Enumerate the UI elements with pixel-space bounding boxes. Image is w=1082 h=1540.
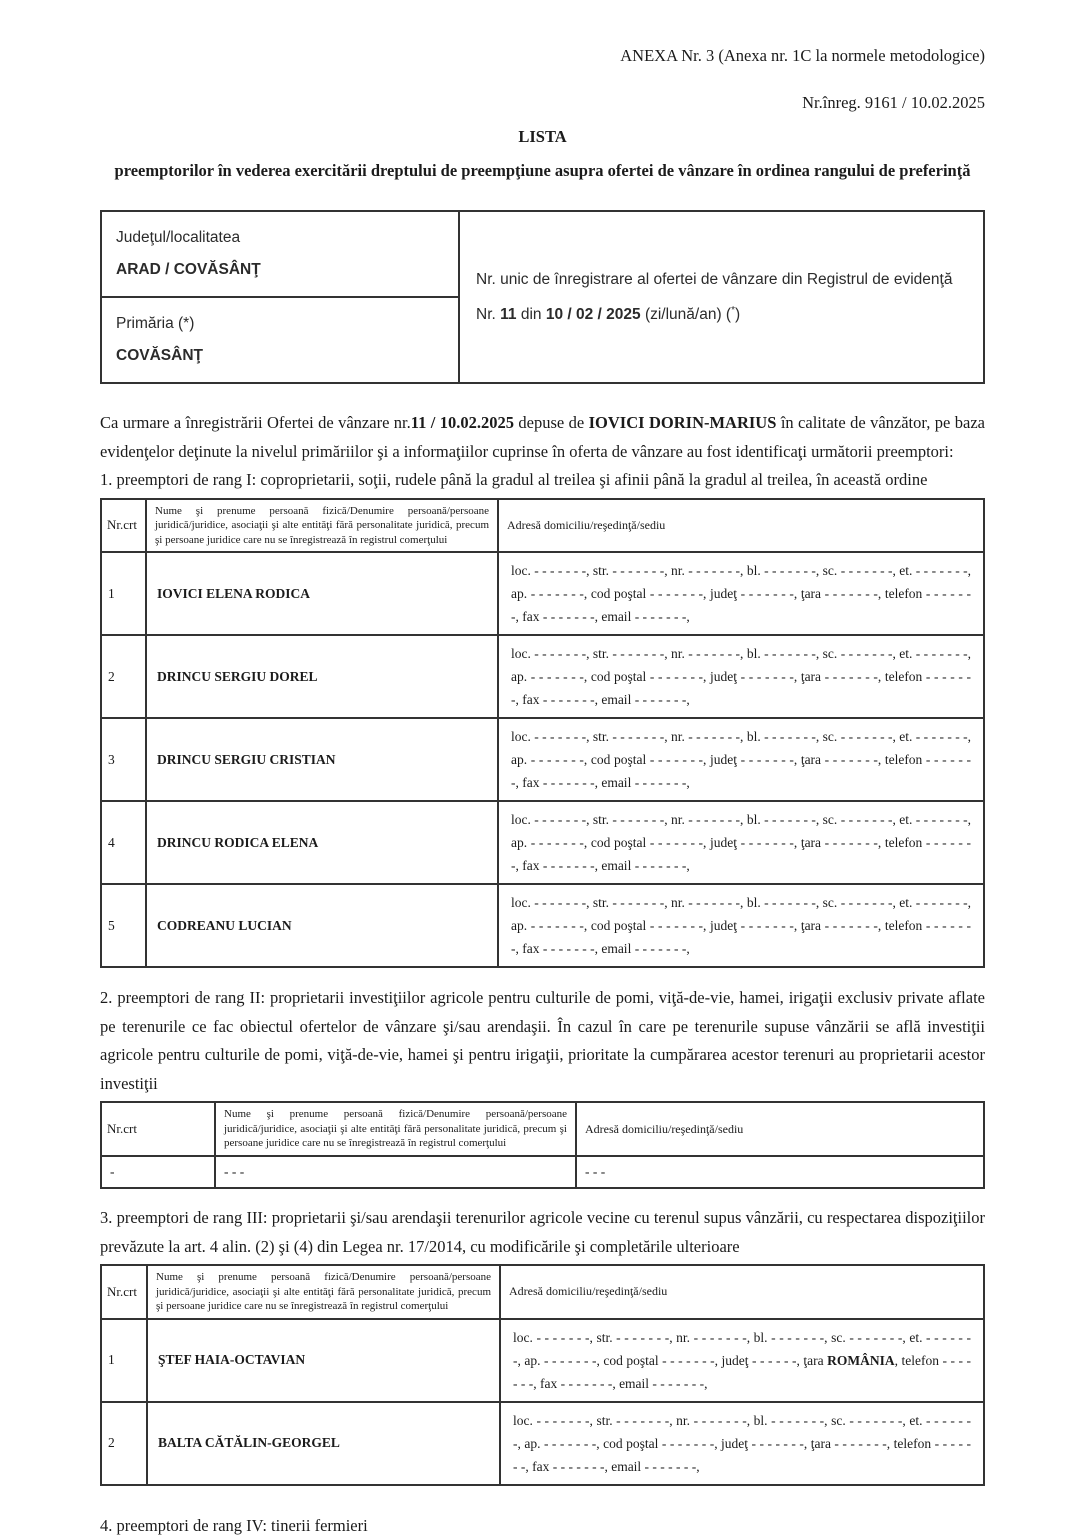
registry-number-cell <box>459 211 984 383</box>
preemptor-name: - - - <box>215 1156 576 1188</box>
preemptor-address: loc. - - - - - - -, str. - - - - - - -, nr. - - - - - - -, bl. - - - - - - -, sc. - - - - - - -, et. - - - - - - -, ap. - - - - - - -, cod poştal - - - - - - -, judeţ - - - - - - -, ţara - - - - - - -, telefon - - - - - - -, fax - - - - - - -, email - - - - - - -, <box>500 1402 984 1485</box>
judet-cell <box>101 211 459 297</box>
preemptor-name: IOVICI ELENA RODICA <box>146 552 498 635</box>
header-cell-name: Nume şi prenume persoană fizică/Denumire persoană/persoane juridică/juridice, asociaţii şi alte entităţi fără personalitate juridică, precum şi persoane juridice care nu se înregistrează în registrul comerţului <box>147 1265 500 1319</box>
nr-line <box>476 295 967 330</box>
table-row <box>101 1319 984 1402</box>
nr-star: * <box>731 305 735 316</box>
nr-close: ) <box>735 306 740 323</box>
preemptor-name: DRINCU SERGIU DOREL <box>146 635 498 718</box>
table-header-row <box>101 499 984 553</box>
header-cell-nr: Nr.crt <box>101 1102 215 1156</box>
table-row <box>101 884 984 967</box>
table-row <box>101 1156 984 1188</box>
intro-paragraph <box>100 409 985 466</box>
offer-reference: 11 / 10.02.2025 <box>411 413 514 432</box>
judet-value: ARAD / COVĂSÂNŢ <box>116 254 444 286</box>
row-number: - <box>101 1156 215 1188</box>
nr-din: din <box>521 306 542 323</box>
row-number: 4 <box>101 801 146 884</box>
preemptor-name: DRINCU RODICA ELENA <box>146 801 498 884</box>
nr-prefix: Nr. <box>476 306 496 323</box>
preemptor-address: - - - <box>576 1156 984 1188</box>
section-rang1-heading: 1. preemptori de rang I: coproprietarii, soţii, rudele până la gradul al treilea şi afinii până la gradul al treilea, în această ordine <box>100 466 985 495</box>
table-row <box>101 552 984 635</box>
header-cell-address: Adresă domiciliu/reşedinţă/sediu <box>498 499 984 553</box>
judet-label: Judeţul/localitatea <box>116 222 444 254</box>
table-row <box>101 718 984 801</box>
primaria-cell <box>101 297 459 383</box>
preemptor-name: ŞTEF HAIA-OCTAVIAN <box>147 1319 500 1402</box>
nr-date: 10 / 02 / 2025 <box>546 306 641 323</box>
section-rang4-heading: 4. preemptori de rang IV: tinerii fermieri <box>100 1512 985 1540</box>
header-cell-name: Nume şi prenume persoană fizică/Denumire persoană/persoane juridică/juridice, asociaţii şi alte entităţi fără personalitate juridică, precum şi persoane juridice care nu se înregistrează în registrul comerţului <box>215 1102 576 1156</box>
document-title: LISTA <box>100 127 985 147</box>
table-row <box>101 1402 984 1485</box>
row-number: 1 <box>101 552 146 635</box>
preemptor-address: loc. - - - - - - -, str. - - - - - - -, nr. - - - - - - -, bl. - - - - - - -, sc. - - - - - - -, et. - - - - - - -, ap. - - - - - - -, cod poştal - - - - - - -, judeţ - - - - - - -, ţara - - - - - - -, telefon - - - - - - -, fax - - - - - - -, email - - - - - - -, <box>498 552 984 635</box>
section-rang3-heading: 3. preemptori de rang III: proprietarii şi/sau arendaşii terenurilor agricole vecine cu terenul supus vânzării, cu respectarea dispoziţiilor prevăzute la art. 4 alin. (2) şi (4) din Legea nr. 17/2014, cu modificările şi completările ulterioare <box>100 1204 985 1261</box>
preemptor-name: BALTA CĂTĂLIN-GEORGEL <box>147 1402 500 1485</box>
header-cell-address: Adresă domiciliu/reşedinţă/sediu <box>576 1102 984 1156</box>
row-number: 5 <box>101 884 146 967</box>
address-post: , telefon - - - - - - -, fax - - - - - - -, email - - - - - - -, <box>513 1353 971 1391</box>
header-cell-name: Nume şi prenume persoană fizică/Denumire persoană/persoane juridică/juridice, asociaţii şi alte entităţi fără personalitate juridică, precum şi persoane juridice care nu se înregistrează în registrul comerţului <box>146 499 498 553</box>
registration-number: Nr.înreg. 9161 / 10.02.2025 <box>100 93 985 113</box>
preemptor-address <box>500 1319 984 1402</box>
nr-value: 11 <box>500 306 516 323</box>
primaria-value: COVĂSÂNŢ <box>116 340 444 372</box>
nr-unic-text: Nr. unic de înregistrare al ofertei de vânzare din Registrul de evidenţă <box>476 264 967 295</box>
intro-seg3: în calitate de vânzător, pe baza evidenţelor deţinute la nivelul primăriilor şi a informaţiilor cuprinse în oferta de vânzare au fost identificaţi următorii preemptori: <box>100 413 985 461</box>
row-number: 1 <box>101 1319 147 1402</box>
table-rang3 <box>100 1264 985 1486</box>
intro-seg2: depuse de <box>514 413 589 432</box>
address-country: ROMÂNIA <box>827 1353 895 1368</box>
seller-name: IOVICI DORIN-MARIUS <box>589 413 777 432</box>
header-cell-nr: Nr.crt <box>101 1265 147 1319</box>
preemptor-name: CODREANU LUCIAN <box>146 884 498 967</box>
table-rang2 <box>100 1101 985 1189</box>
preemptor-address: loc. - - - - - - -, str. - - - - - - -, nr. - - - - - - -, bl. - - - - - - -, sc. - - - - - - -, et. - - - - - - -, ap. - - - - - - -, cod poştal - - - - - - -, judeţ - - - - - - -, ţara - - - - - - -, telefon - - - - - - -, fax - - - - - - -, email - - - - - - -, <box>498 884 984 967</box>
table-header-row <box>101 1265 984 1319</box>
section-rang2-heading: 2. preemptori de rang II: proprietarii investiţiilor agricole pentru culturile de pomi, viţă-de-vie, hamei, irigaţii exclusiv private aflate pe terenurile ce fac obiectul ofertelor de vânzare şi/sau arendaşii. În cazul în care pe terenurile supuse vânzării se află investiţii agricole pentru culturile de pomi, viţă-de-vie, hamei şi pentru irigaţii, prioritate la cumpărarea acestor terenuri au proprietarii acestor investiţii <box>100 984 985 1098</box>
table-row <box>101 801 984 884</box>
preemptor-address: loc. - - - - - - -, str. - - - - - - -, nr. - - - - - - -, bl. - - - - - - -, sc. - - - - - - -, et. - - - - - - -, ap. - - - - - - -, cod poştal - - - - - - -, judeţ - - - - - - -, ţara - - - - - - -, telefon - - - - - - -, fax - - - - - - -, email - - - - - - -, <box>498 635 984 718</box>
header-cell-nr: Nr.crt <box>101 499 146 553</box>
info-box <box>100 210 985 384</box>
table-rang1 <box>100 498 985 969</box>
document-subtitle: preemptorilor în vederea exercitării dreptului de preempţiune asupra ofertei de vânzare în ordinea rangului de preferinţă <box>100 155 985 186</box>
annex-line: ANEXA Nr. 3 (Anexa nr. 1C la normele metodologice) <box>100 46 985 66</box>
preemptor-address: loc. - - - - - - -, str. - - - - - - -, nr. - - - - - - -, bl. - - - - - - -, sc. - - - - - - -, et. - - - - - - -, ap. - - - - - - -, cod poştal - - - - - - -, judeţ - - - - - - -, ţara - - - - - - -, telefon - - - - - - -, fax - - - - - - -, email - - - - - - -, <box>498 718 984 801</box>
primaria-label: Primăria (*) <box>116 308 444 340</box>
intro-seg1: Ca urmare a înregistrării Ofertei de vânzare nr. <box>100 413 411 432</box>
nr-paren: (zi/lună/an) ( <box>645 306 731 323</box>
preemptor-name: DRINCU SERGIU CRISTIAN <box>146 718 498 801</box>
table-header-row <box>101 1102 984 1156</box>
table-row <box>101 635 984 718</box>
preemptor-address: loc. - - - - - - -, str. - - - - - - -, nr. - - - - - - -, bl. - - - - - - -, sc. - - - - - - -, et. - - - - - - -, ap. - - - - - - -, cod poştal - - - - - - -, judeţ - - - - - - -, ţara - - - - - - -, telefon - - - - - - -, fax - - - - - - -, email - - - - - - -, <box>498 801 984 884</box>
row-number: 2 <box>101 635 146 718</box>
header-cell-address: Adresă domiciliu/reşedinţă/sediu <box>500 1265 984 1319</box>
row-number: 2 <box>101 1402 147 1485</box>
address-pre: loc. - - - - - - -, str. - - - - - - -, nr. - - - - - - -, bl. - - - - - - -, sc. - - - - - - -, et. - - - - - - -, ap. - - - - - - -, cod poştal - - - - - - -, judeţ - - - - - -, ţara <box>513 1330 971 1368</box>
row-number: 3 <box>101 718 146 801</box>
